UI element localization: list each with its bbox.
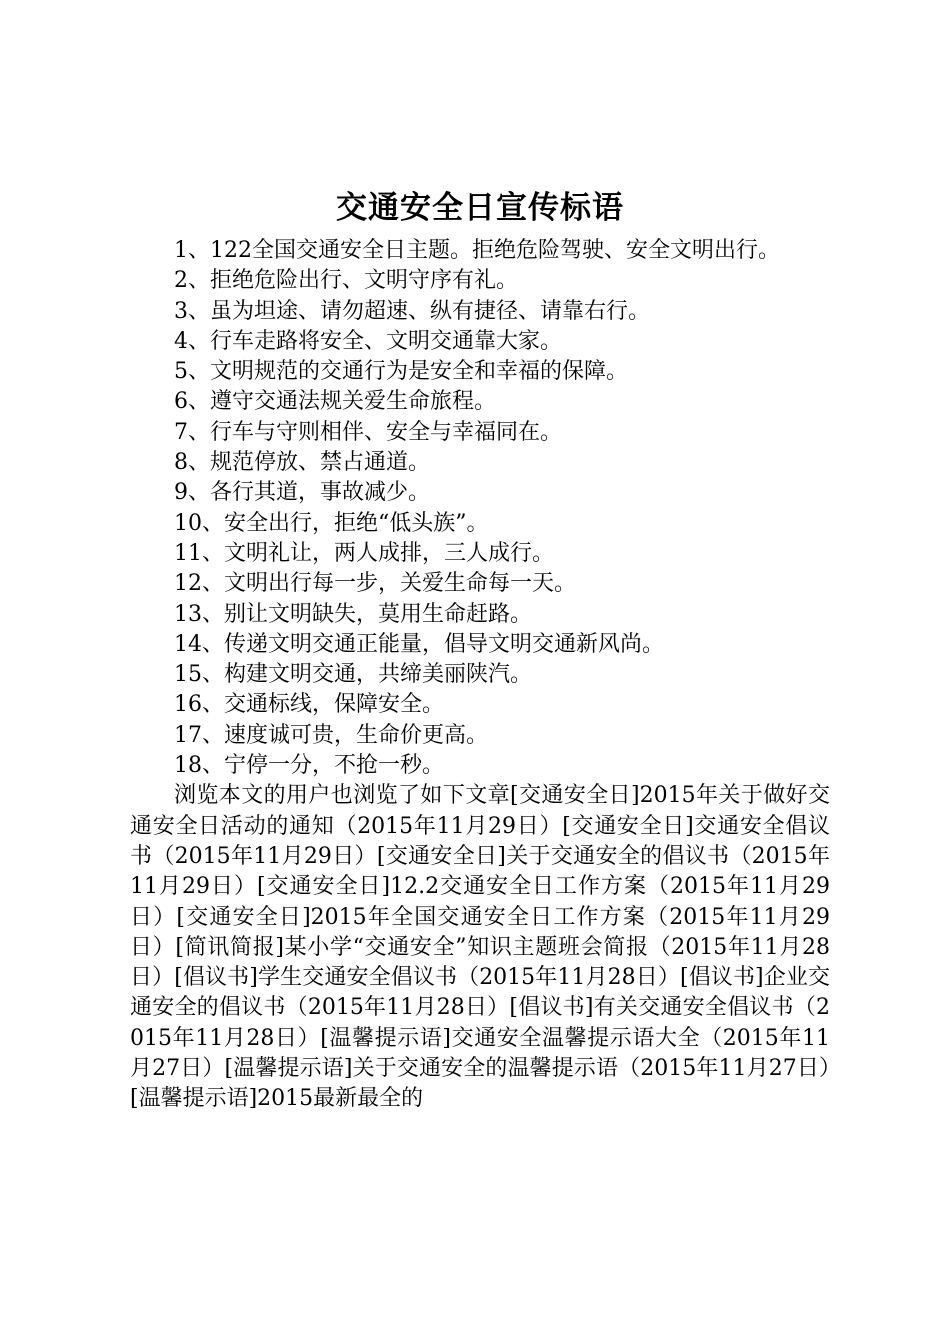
slogan-item: 14、传递文明交通正能量，倡导文明交通新风尚。 bbox=[174, 631, 664, 657]
slogan-item: 9、各行其道，事故减少。 bbox=[174, 480, 430, 506]
slogan-item: 13、别让文明缺失，莫用生命赶路。 bbox=[174, 601, 532, 627]
slogan-item: 10、安全出行，拒绝“低头族”。 bbox=[174, 510, 489, 536]
related-articles-paragraph: 浏览本文的用户也浏览了如下文章[交通安全日]2015年关于做好交通安全日活动的通知（2015年11月29日）[交通安全日]交通安全倡议书（2015年11月29日）[交通安全日]关于交通安全的倡议书（2015年11月29日）[交通安全日]12.2交通安全日工作方案（2015年11月29日）[交通安全日]2015年全国交通安全日工作方案（2015年11月29日）[简讯简报]某小学“交通安全”知识主题班会简报（2015年11月28日）[倡议书]学生交通安全倡议书（2015年11月28日）[倡议书]企业交通安全的倡议书（2015年11月28日）[倡议书]有关交通安全倡议书（2015年11月28日）[温馨提示语]交通安全温馨提示语大全（2015年11月27日）[温馨提示语]关于交通安全的温馨提示语（2015年11月27日）[温馨提示语]2015最新最全的 bbox=[130, 783, 830, 1112]
slogan-item: 17、速度诚可贵，生命价更高。 bbox=[174, 722, 488, 748]
slogan-item: 16、交通标线，保障安全。 bbox=[174, 692, 444, 718]
slogan-item: 6、遵守交通法规关爱生命旅程。 bbox=[174, 389, 496, 415]
document-title: 交通安全日宣传标语 bbox=[336, 190, 624, 226]
slogan-item: 15、构建文明交通，共缔美丽陕汽。 bbox=[174, 662, 532, 688]
slogan-item: 8、规范停放、禁占通道。 bbox=[174, 450, 430, 476]
slogan-item: 3、虽为坦途、请勿超速、纵有捷径、请靠右行。 bbox=[174, 298, 650, 324]
slogan-list bbox=[130, 236, 830, 781]
slogan-item: 18、宁停一分，不抢一秒。 bbox=[174, 753, 444, 779]
slogan-item: 5、文明规范的交通行为是安全和幸福的保障。 bbox=[174, 359, 628, 385]
slogan-item: 2、拒绝危险出行、文明守序有礼。 bbox=[174, 268, 518, 294]
document-page bbox=[130, 186, 830, 1115]
slogan-item: 1、122全国交通安全日主题。拒绝危险驾驶、安全文明出行。 bbox=[174, 238, 780, 263]
slogan-item: 7、行车与守则相伴、安全与幸福同在。 bbox=[174, 419, 562, 445]
slogan-item: 4、行车走路将安全、文明交通靠大家。 bbox=[174, 328, 562, 354]
slogan-item: 12、文明出行每一步，关爱生命每一天。 bbox=[174, 571, 576, 597]
slogan-item: 11、文明礼让，两人成排，三人成行。 bbox=[174, 540, 554, 566]
